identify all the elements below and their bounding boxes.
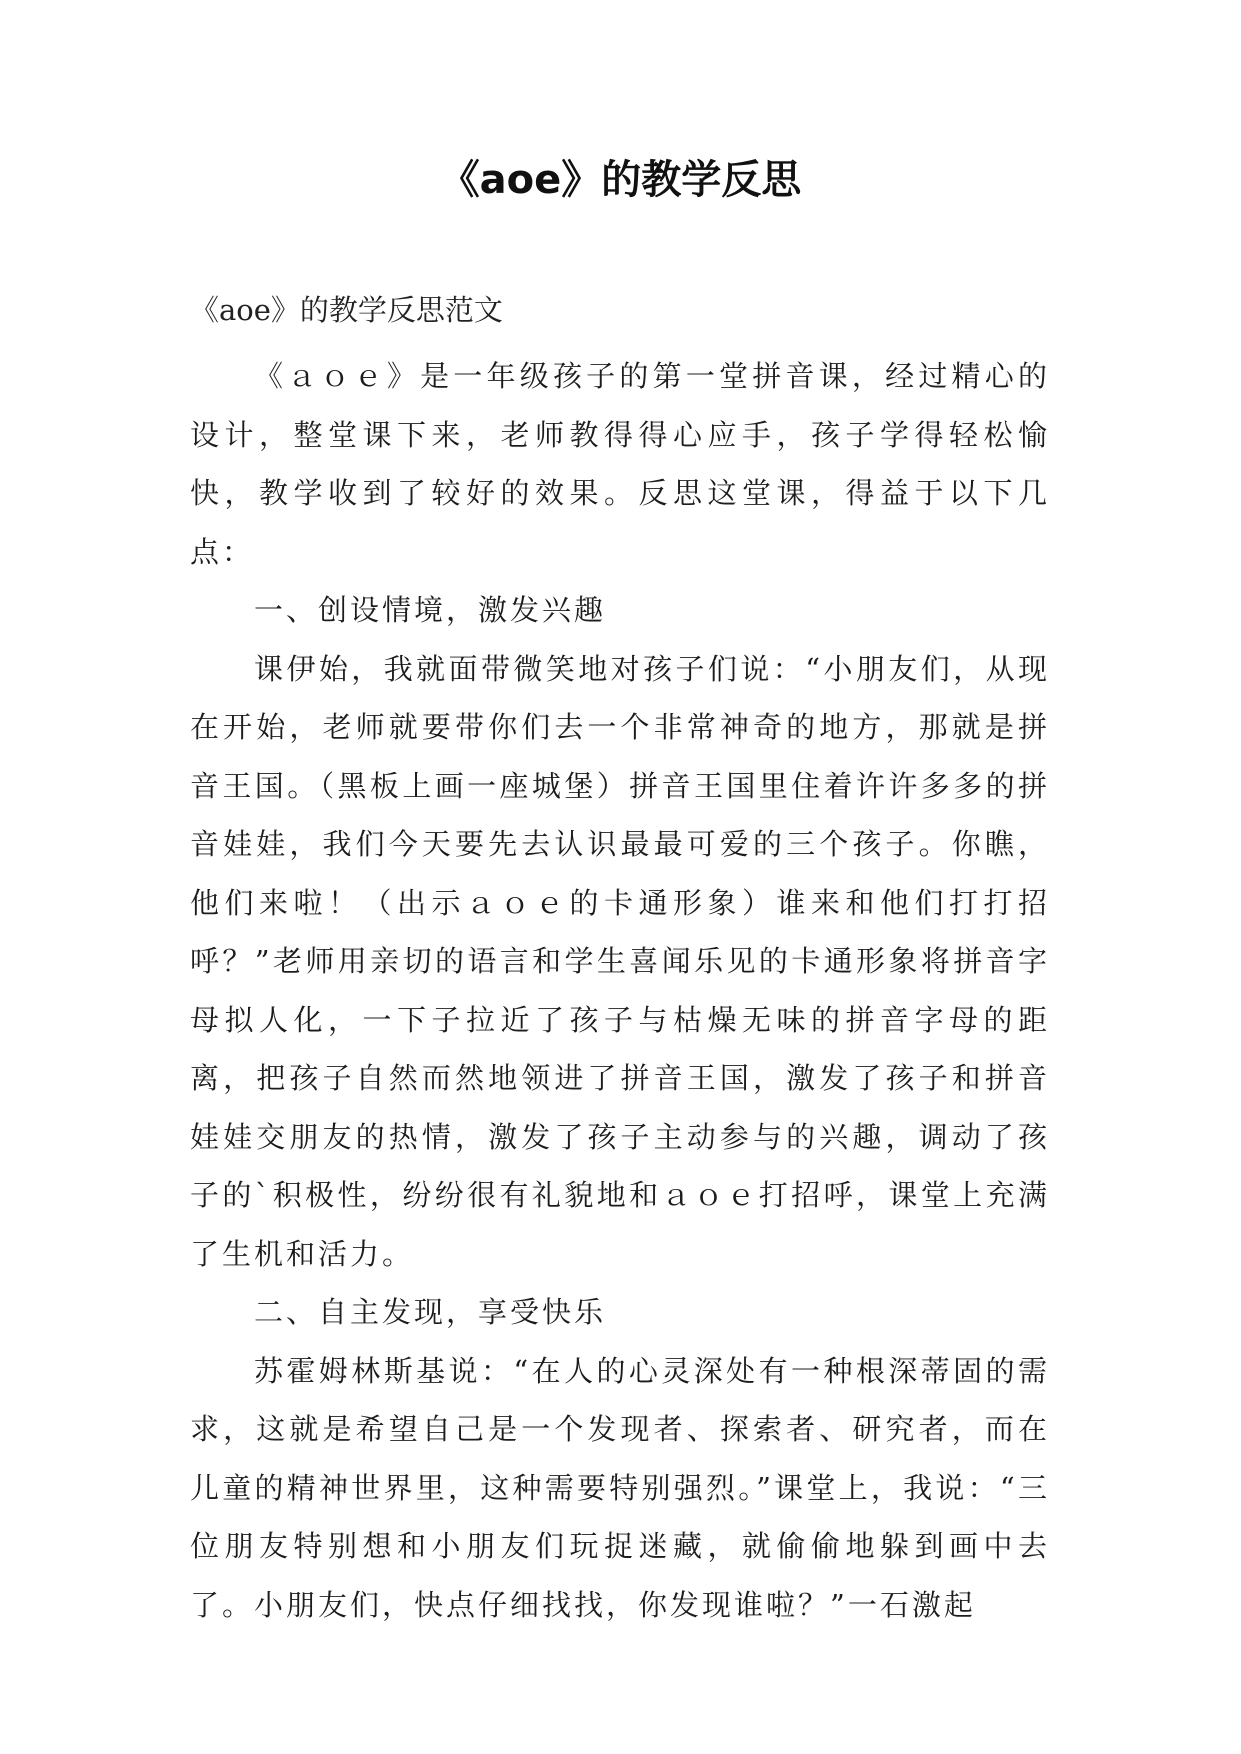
document-subtitle: 《aoe》的教学反思范文 — [190, 293, 503, 327]
section-heading-1: 一、创设情境，激发兴趣 — [254, 593, 607, 627]
section-heading-2: 二、自主发现，享受快乐 — [254, 1295, 607, 1329]
section-2-paragraph: 苏霍姆林斯基说：“在人的心灵深处有一种根深蒂固的需求，这就是希望自己是一个发现者、探索者、研究者，而在儿童的精神世界里，这种需要特别强烈。”课堂上，我说：“三位朋友特别想和小朋友们玩捉迷藏，就偷偷地躲到画中去了。小朋友们，快点仔细找找，你发现谁啦？”一石激起 — [190, 1353, 1050, 1622]
document-title: 《aoe》的教学反思 — [439, 157, 802, 203]
intro-paragraph: 《ａｏｅ》是一年级孩子的第一堂拼音课，经过精心的设计，整堂课下来，老师教得得心应手，孩子学得轻松愉快，教学收到了较好的效果。反思这堂课，得益于以下几点： — [190, 359, 1050, 569]
section-1-paragraph: 课伊始，我就面带微笑地对孩子们说：“小朋友们，从现在开始，老师就要带你们去一个非常神奇的地方，那就是拼音王国。（黑板上画一座城堡）拼音王国里住着许许多多的拼音娃娃，我们今天要先去认识最最可爱的三个孩子。你瞧，他们来啦！（出示ａｏｅ的卡通形象）谁来和他们打打招呼？”老师用亲切的语言和学生喜闻乐见的卡通形象将拼音字母拟人化，一下子拉近了孩子与枯燥无味的拼音字母的距离，把孩子自然而然地领进了拼音王国，激发了孩子和拼音娃娃交朋友的热情，激发了孩子主动参与的兴趣，调动了孩子的`积极性，纷纷很有礼貌地和ａｏｅ打招呼，课堂上充满了生机和活力。 — [190, 651, 1050, 1271]
document-body — [190, 347, 1050, 1634]
